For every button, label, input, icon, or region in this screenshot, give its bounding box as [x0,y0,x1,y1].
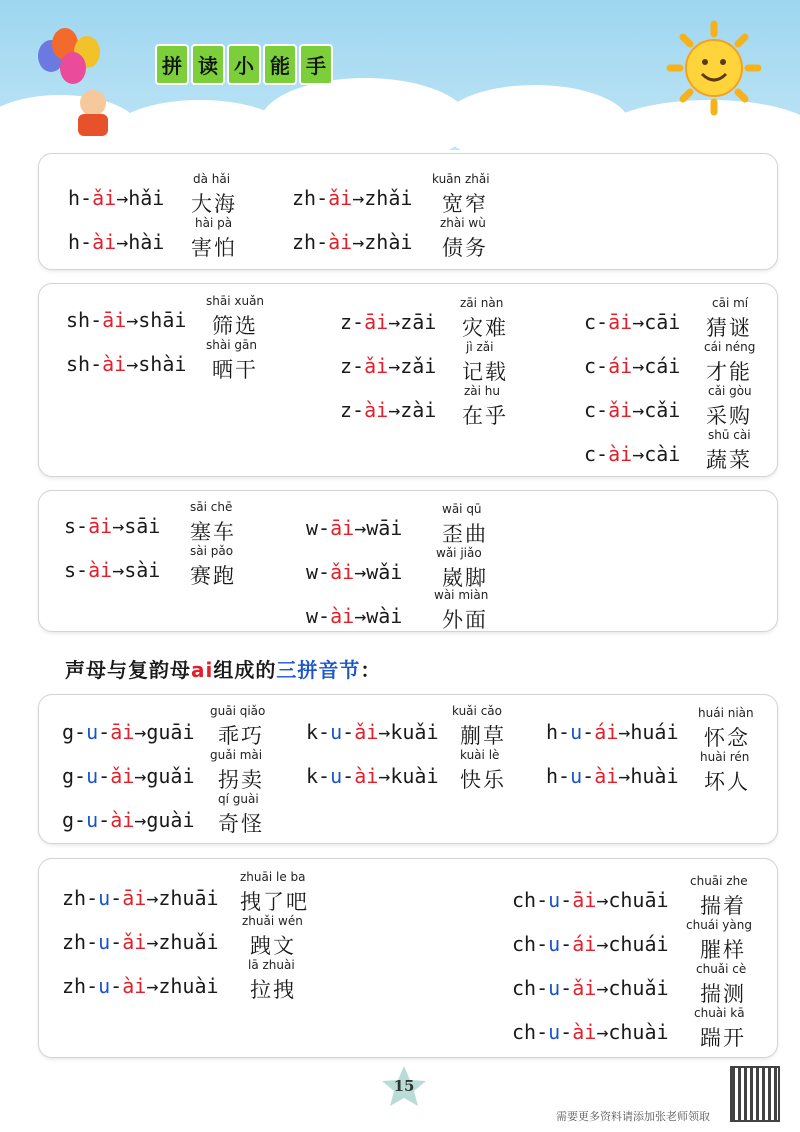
final: ài [364,398,389,422]
pinyin: kuài lè [460,748,500,762]
pinyin: huài rén [700,750,750,764]
word: 奇怪 [218,812,264,836]
pinyin: chuǎi cè [696,962,747,976]
initial: zh- [62,886,99,910]
pinyin: shài gān [206,338,257,352]
list-item [64,514,160,538]
word: 债务 [442,236,488,260]
pinyin: sài pǎo [190,544,234,558]
result: →zhǎi [352,186,413,210]
medial: u [548,1020,561,1044]
medial: u [98,886,111,910]
list-item [62,720,195,744]
final: ǎi [364,354,389,378]
final: āi [110,720,135,744]
list-item [62,886,219,910]
initial: c- [584,398,609,422]
word: 害怕 [191,236,237,260]
final: āi [364,310,389,334]
result: →cǎi [632,398,681,422]
dash: - [110,974,123,998]
word: 拽了吧 [240,890,309,914]
pinyin: lā zhuài [248,958,295,972]
initial: h- [546,764,571,788]
final: ài [608,442,633,466]
dash: - [98,764,111,788]
title-char: 能 [263,44,297,85]
word: 蒯草 [460,724,506,748]
final: ǎi [572,976,597,1000]
heading-highlight: 三拼音节 [276,658,361,682]
word: 猜谜 [706,316,752,340]
final: ǎi [122,930,147,954]
result: →zài [388,398,437,422]
word: 乖巧 [218,724,264,748]
list-item [306,764,439,788]
list-item [62,808,195,832]
pinyin: zāi nàn [460,296,504,310]
list-item [62,764,195,788]
initial: k- [306,720,331,744]
final: ái [594,720,619,744]
word: 坏人 [704,770,750,794]
qr-code-icon [730,1066,780,1122]
dash: - [560,1020,573,1044]
final: ài [122,974,147,998]
heading-text: 声母与复韵母 [65,658,191,682]
word: 揣着 [700,894,746,918]
list-item [584,442,680,466]
sun-icon [664,18,764,118]
title-char: 读 [191,44,225,85]
final: ài [88,558,113,582]
initial: w- [306,604,331,628]
medial: u [86,720,99,744]
list-item [512,1020,669,1044]
pinyin: kuān zhǎi [432,172,490,186]
dash: - [560,932,573,956]
footer-note: 需要更多资料请添加张老师领取 [556,1110,710,1123]
dash: - [582,720,595,744]
initial: ch- [512,1020,549,1044]
initial: c- [584,442,609,466]
pinyin: sāi chē [190,500,233,514]
dash: - [560,888,573,912]
result: →hǎi [116,186,165,210]
initial: g- [62,764,87,788]
final: āi [88,514,113,538]
pinyin: cái néng [704,340,756,354]
list-item [340,310,436,334]
list-item [306,560,402,584]
result: →shài [126,352,187,376]
list-item [292,230,412,254]
balloon [60,52,86,84]
dash: - [98,808,111,832]
pinyin: wǎi jiǎo [436,546,482,560]
initial: s- [64,558,89,582]
medial: u [98,930,111,954]
word: 赛跑 [190,564,236,588]
word: 踹开 [700,1026,746,1050]
word: 晒干 [212,358,258,382]
word: 揣测 [700,982,746,1006]
girl-face [80,90,106,116]
result: →sāi [112,514,161,538]
list-item [62,974,219,998]
dash: - [342,720,355,744]
word: 才能 [706,360,752,384]
list-item [340,354,436,378]
word: 跩文 [250,934,296,958]
result: →wāi [354,516,403,540]
medial: u [86,808,99,832]
result: →zhuāi [146,886,219,910]
result: →sài [112,558,161,582]
final: ài [92,230,117,254]
final: ài [354,764,379,788]
word: 膗样 [700,938,746,962]
medial: u [548,888,561,912]
list-item [340,398,436,422]
final: ài [102,352,127,376]
initial: c- [584,354,609,378]
list-item [292,186,412,210]
final: ǎi [608,398,633,422]
title-char: 拼 [155,44,189,85]
word: 灾难 [462,316,508,340]
final: ái [572,932,597,956]
result: →kuǎi [378,720,439,744]
result: →kuài [378,764,439,788]
title-char: 小 [227,44,261,85]
pinyin: zhuāi le ba [240,870,306,884]
word: 蔬菜 [706,448,752,472]
result: →chuāi [596,888,669,912]
word: 采购 [706,404,752,428]
word: 在乎 [462,404,508,428]
final: āi [102,308,127,332]
medial: u [330,720,343,744]
initial: zh- [292,186,329,210]
initial: k- [306,764,331,788]
pinyin: shū cài [708,428,751,442]
medial: u [570,764,583,788]
list-item [306,720,439,744]
initial: z- [340,354,365,378]
initial: z- [340,310,365,334]
list-item [512,888,669,912]
word: 塞车 [190,520,236,544]
medial: u [548,932,561,956]
pinyin: dà hǎi [193,172,231,186]
page-number: 15 [393,1077,415,1095]
pinyin: huái niàn [698,706,754,720]
list-item [66,352,186,376]
initial: g- [62,720,87,744]
result: →zhuài [146,974,219,998]
word: 拐卖 [218,768,264,792]
page-title [155,44,333,85]
word: 大海 [191,192,237,216]
list-item [68,230,164,254]
initial: w- [306,560,331,584]
initial: sh- [66,308,103,332]
dash: - [110,930,123,954]
list-item [66,308,186,332]
final: ài [110,808,135,832]
title-char: 手 [299,44,333,85]
pinyin: guāi qiǎo [210,704,266,718]
final: āi [122,886,147,910]
pinyin: qí guài [218,792,259,806]
pinyin: zhuǎi wén [242,914,303,928]
pinyin: shāi xuǎn [206,294,265,308]
result: →cái [632,354,681,378]
list-item [512,976,669,1000]
pinyin: zài hu [464,384,501,398]
section-heading [65,654,381,683]
result: →cāi [632,310,681,334]
result: →chuài [596,1020,669,1044]
result: →huái [618,720,679,744]
final: ǎi [92,186,117,210]
list-item [68,186,164,210]
final: ǎi [110,764,135,788]
final: āi [608,310,633,334]
heading-ai: ai [191,658,214,682]
medial: u [98,974,111,998]
initial: ch- [512,976,549,1000]
pinyin: hài pà [195,216,233,230]
initial: c- [584,310,609,334]
pinyin: wāi qū [442,502,482,516]
list-item [584,354,680,378]
initial: h- [68,186,93,210]
initial: z- [340,398,365,422]
pinyin: kuǎi cǎo [452,704,502,718]
list-item [512,932,669,956]
initial: zh- [292,230,329,254]
pinyin: guǎi mài [210,748,263,762]
result: →huài [618,764,679,788]
result: →shāi [126,308,187,332]
medial: u [570,720,583,744]
final: ài [330,604,355,628]
list-item [584,398,680,422]
list-item [584,310,680,334]
dash: - [560,976,573,1000]
result: →wài [354,604,403,628]
girl-dress [78,114,108,136]
pinyin: cǎi gòu [708,384,752,398]
final: ǎi [354,720,379,744]
list-item [546,764,679,788]
pinyin: cāi mí [712,296,749,310]
result: →guài [134,808,195,832]
dash: - [342,764,355,788]
final: ài [572,1020,597,1044]
dash: - [110,886,123,910]
list-item [64,558,160,582]
pinyin: chuái yàng [686,918,752,932]
final: ǎi [330,560,355,584]
initial: g- [62,808,87,832]
initial: h- [68,230,93,254]
result: →guāi [134,720,195,744]
heading-text: 组成的 [213,658,277,682]
initial: zh- [62,930,99,954]
result: →cài [632,442,681,466]
word: 记载 [462,360,508,384]
final: ái [608,354,633,378]
medial: u [86,764,99,788]
result: →chuái [596,932,669,956]
word: 怀念 [704,726,750,750]
result: →zāi [388,310,437,334]
result: →chuǎi [596,976,669,1000]
word: 崴脚 [442,566,488,590]
initial: s- [64,514,89,538]
medial: u [330,764,343,788]
list-item [306,516,402,540]
result: →zhuǎi [146,930,219,954]
word: 宽窄 [442,192,488,216]
pinyin: wài miàn [434,588,489,602]
final: ài [328,230,353,254]
word: 筛选 [212,314,258,338]
dash: - [98,720,111,744]
initial: ch- [512,888,549,912]
initial: zh- [62,974,99,998]
list-item [306,604,402,628]
word: 外面 [442,608,488,632]
word: 拉拽 [250,978,296,1002]
result: →zǎi [388,354,437,378]
pinyin: zhài wù [440,216,486,230]
result: →hài [116,230,165,254]
initial: ch- [512,932,549,956]
initial: h- [546,720,571,744]
result: →wǎi [354,560,403,584]
dash: - [582,764,595,788]
word: 快乐 [460,768,506,792]
final: āi [572,888,597,912]
final: ài [594,764,619,788]
result: →guǎi [134,764,195,788]
pinyin: jì zǎi [466,340,494,354]
initial: w- [306,516,331,540]
pinyin: chuài kā [694,1006,745,1020]
initial: sh- [66,352,103,376]
pinyin: chuāi zhe [690,874,748,888]
heading-colon: ： [360,658,382,682]
final: āi [330,516,355,540]
list-item [62,930,219,954]
medial: u [548,976,561,1000]
list-item [546,720,679,744]
final: ǎi [328,186,353,210]
result: →zhài [352,230,413,254]
word: 歪曲 [442,522,488,546]
